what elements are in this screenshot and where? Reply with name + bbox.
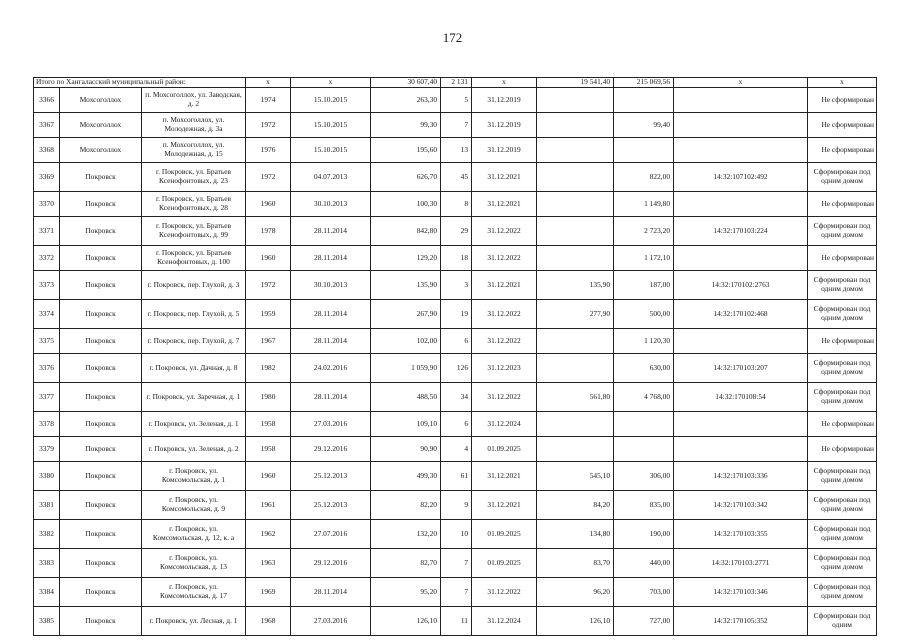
cell-status: Сформирован под одним домом (808, 163, 877, 192)
cell-locality: Покровск (60, 578, 142, 607)
cell-deadline: 31.12.2022 (472, 383, 537, 412)
cell-status: Сформирован под одним (808, 607, 877, 636)
cell-c1: 135,90 (537, 271, 614, 300)
total-row-cell: 19 541,40 (537, 78, 614, 88)
cell-cadastral (674, 113, 808, 138)
cell-cadastral (674, 88, 808, 113)
cell-year: 1968 (246, 607, 291, 636)
cell-status: Не сформирован (808, 192, 877, 217)
cell-cadastral (674, 329, 808, 354)
cell-deadline: 31.12.2021 (472, 462, 537, 491)
cell-status: Не сформирован (808, 113, 877, 138)
cell-c2: 2 723,20 (614, 217, 674, 246)
cell-c2: 1 149,80 (614, 192, 674, 217)
cell-c2 (614, 437, 674, 462)
cell-residents: 10 (441, 520, 472, 549)
cell-address: г. Покровск, пер. Глухой, д. 5 (142, 300, 246, 329)
cell-date: 27.07.2016 (291, 520, 371, 549)
cell-status: Сформирован под одним домом (808, 549, 877, 578)
cell-c2: 4 768,00 (614, 383, 674, 412)
cell-address: г. Покровск, ул. Зеленая, д. 2 (142, 437, 246, 462)
cell-c1 (537, 437, 614, 462)
cell-date: 15.10.2015 (291, 113, 371, 138)
cell-year: 1960 (246, 462, 291, 491)
cell-year: 1978 (246, 217, 291, 246)
cell-year: 1960 (246, 246, 291, 271)
cell-status: Не сформирован (808, 329, 877, 354)
cell-year: 1976 (246, 138, 291, 163)
cell-status: Не сформирован (808, 437, 877, 462)
cell-deadline: 31.12.2022 (472, 246, 537, 271)
cell-residents: 7 (441, 113, 472, 138)
cell-c1 (537, 354, 614, 383)
table-row (34, 138, 877, 163)
cell-cadastral: 14:32:170102:468 (674, 300, 808, 329)
cell-id: 3379 (34, 437, 60, 462)
cell-year: 1972 (246, 163, 291, 192)
table-row (34, 412, 877, 437)
cell-locality: Покровск (60, 437, 142, 462)
cell-address: г. Покровск, ул. Комсомольская, д. 17 (142, 578, 246, 607)
cell-address: п. Мохсоголлох, ул. Молодежная, д. 3а (142, 113, 246, 138)
housing-register-table (33, 77, 877, 636)
cell-area: 488,50 (371, 383, 441, 412)
cell-c1 (537, 412, 614, 437)
cell-cadastral: 14:32:170103:342 (674, 491, 808, 520)
cell-residents: 126 (441, 354, 472, 383)
cell-area: 263,30 (371, 88, 441, 113)
cell-area: 102,00 (371, 329, 441, 354)
cell-c1: 83,70 (537, 549, 614, 578)
cell-c1 (537, 138, 614, 163)
cell-address: п. Мохсоголлох, ул. Молодежная, д. 15 (142, 138, 246, 163)
cell-residents: 5 (441, 88, 472, 113)
cell-address: г. Покровск, ул. Зеленая, д. 1 (142, 412, 246, 437)
cell-year: 1958 (246, 412, 291, 437)
table-row (34, 549, 877, 578)
cell-date: 28.11.2014 (291, 217, 371, 246)
cell-deadline: 31.12.2024 (472, 412, 537, 437)
cell-c1 (537, 113, 614, 138)
cell-area: 100,30 (371, 192, 441, 217)
cell-residents: 8 (441, 192, 472, 217)
cell-deadline: 31.12.2021 (472, 271, 537, 300)
cell-locality: Покровск (60, 329, 142, 354)
cell-status: Не сформирован (808, 246, 877, 271)
cell-date: 29.12.2016 (291, 549, 371, 578)
cell-area: 109,10 (371, 412, 441, 437)
cell-id: 3376 (34, 354, 60, 383)
cell-residents: 9 (441, 491, 472, 520)
cell-address: г. Покровск, ул. Комсомольская, д. 9 (142, 491, 246, 520)
cell-address: г. Покровск, ул. Комсомольская, д. 1 (142, 462, 246, 491)
cell-status: Не сформирован (808, 412, 877, 437)
cell-locality: Покровск (60, 462, 142, 491)
table-row (34, 383, 877, 412)
cell-address: п. Мохсоголлох, ул. Заводская, д. 2 (142, 88, 246, 113)
cell-c2: 822,00 (614, 163, 674, 192)
cell-cadastral: 14:32:170103:224 (674, 217, 808, 246)
table-row (34, 300, 877, 329)
table-row (34, 437, 877, 462)
table-row (34, 217, 877, 246)
cell-id: 3371 (34, 217, 60, 246)
cell-address: г. Покровск, ул. Заречная, д. 1 (142, 383, 246, 412)
cell-area: 135,90 (371, 271, 441, 300)
cell-address: г. Покровск, ул. Комсомольская, д. 12, к. а (142, 520, 246, 549)
cell-status: Сформирован под одним домом (808, 271, 877, 300)
cell-c1: 277,90 (537, 300, 614, 329)
cell-area: 126,10 (371, 607, 441, 636)
table-row (34, 491, 877, 520)
cell-address: г. Покровск, ул. Братьев Ксенофонтовых, д. 100 (142, 246, 246, 271)
cell-status: Сформирован под одним домом (808, 354, 877, 383)
cell-status: Сформирован под одним домом (808, 491, 877, 520)
table-row (34, 192, 877, 217)
cell-area: 82,20 (371, 491, 441, 520)
cell-id: 3375 (34, 329, 60, 354)
cell-address: г. Покровск, пер. Глухой, д. 7 (142, 329, 246, 354)
cell-area: 82,70 (371, 549, 441, 578)
cell-deadline: 31.12.2019 (472, 88, 537, 113)
cell-year: 1972 (246, 113, 291, 138)
cell-deadline: 31.12.2022 (472, 329, 537, 354)
cell-deadline: 31.12.2024 (472, 607, 537, 636)
cell-status: Сформирован под одним домом (808, 300, 877, 329)
cell-locality: Покровск (60, 383, 142, 412)
cell-date: 27.03.2016 (291, 607, 371, 636)
cell-address: г. Покровск, ул. Комсомольская, д. 13 (142, 549, 246, 578)
cell-area: 90,90 (371, 437, 441, 462)
cell-year: 1958 (246, 437, 291, 462)
table-row (34, 607, 877, 636)
cell-residents: 7 (441, 549, 472, 578)
cell-c1: 84,20 (537, 491, 614, 520)
cell-id: 3373 (34, 271, 60, 300)
cell-date: 28.11.2014 (291, 578, 371, 607)
cell-year: 1969 (246, 578, 291, 607)
cell-cadastral (674, 246, 808, 271)
cell-c1 (537, 246, 614, 271)
cell-cadastral (674, 138, 808, 163)
cell-deadline: 31.12.2022 (472, 300, 537, 329)
cell-address: г. Покровск, пер. Глухой, д. 3 (142, 271, 246, 300)
cell-locality: Покровск (60, 549, 142, 578)
cell-year: 1962 (246, 520, 291, 549)
cell-c2: 835,00 (614, 491, 674, 520)
cell-c2: 306,00 (614, 462, 674, 491)
cell-year: 1982 (246, 354, 291, 383)
cell-deadline: 31.12.2021 (472, 192, 537, 217)
cell-id: 3374 (34, 300, 60, 329)
table-row (34, 329, 877, 354)
cell-area: 95,20 (371, 578, 441, 607)
cell-cadastral: 14:32:170103:346 (674, 578, 808, 607)
cell-c1: 134,80 (537, 520, 614, 549)
cell-cadastral: 14:32:170105:352 (674, 607, 808, 636)
cell-locality: Мохсоголлох (60, 138, 142, 163)
cell-id: 3366 (34, 88, 60, 113)
cell-c2: 1 172,10 (614, 246, 674, 271)
cell-id: 3378 (34, 412, 60, 437)
cell-area: 842,80 (371, 217, 441, 246)
cell-locality: Покровск (60, 607, 142, 636)
cell-c1 (537, 217, 614, 246)
cell-deadline: 31.12.2023 (472, 354, 537, 383)
cell-locality: Покровск (60, 491, 142, 520)
cell-status: Сформирован под одним домом (808, 383, 877, 412)
cell-cadastral: 14:32:170108:54 (674, 383, 808, 412)
cell-residents: 6 (441, 412, 472, 437)
total-row-cell: x (674, 78, 808, 88)
cell-status: Сформирован под одним домом (808, 578, 877, 607)
cell-c2: 703,00 (614, 578, 674, 607)
cell-year: 1974 (246, 88, 291, 113)
cell-year: 1967 (246, 329, 291, 354)
cell-c2: 500,00 (614, 300, 674, 329)
cell-residents: 29 (441, 217, 472, 246)
cell-deadline: 31.12.2019 (472, 113, 537, 138)
cell-deadline: 31.12.2022 (472, 217, 537, 246)
cell-date: 15.10.2015 (291, 138, 371, 163)
cell-date: 28.11.2014 (291, 329, 371, 354)
cell-deadline: 01.09.2025 (472, 520, 537, 549)
cell-c2: 727,00 (614, 607, 674, 636)
cell-locality: Покровск (60, 246, 142, 271)
cell-year: 1963 (246, 549, 291, 578)
total-row-cell: x (291, 78, 371, 88)
cell-address: г. Покровск, ул. Братьев Ксенофонтовых, д. 99 (142, 217, 246, 246)
cell-area: 267,90 (371, 300, 441, 329)
page-number: 172 (442, 30, 463, 45)
cell-id: 3383 (34, 549, 60, 578)
cell-year: 1959 (246, 300, 291, 329)
cell-locality: Мохсоголлох (60, 88, 142, 113)
cell-cadastral (674, 412, 808, 437)
cell-date: 30.10.2013 (291, 271, 371, 300)
cell-c1 (537, 163, 614, 192)
cell-area: 499,30 (371, 462, 441, 491)
cell-locality: Покровск (60, 520, 142, 549)
cell-residents: 3 (441, 271, 472, 300)
cell-c1 (537, 329, 614, 354)
cell-cadastral: 14:32:170103:207 (674, 354, 808, 383)
cell-c2: 440,00 (614, 549, 674, 578)
cell-id: 3367 (34, 113, 60, 138)
cell-deadline: 31.12.2021 (472, 491, 537, 520)
cell-date: 25.12.2013 (291, 462, 371, 491)
cell-locality: Покровск (60, 354, 142, 383)
cell-locality: Покровск (60, 412, 142, 437)
cell-status: Не сформирован (808, 138, 877, 163)
cell-id: 3381 (34, 491, 60, 520)
cell-status: Не сформирован (808, 88, 877, 113)
cell-cadastral (674, 437, 808, 462)
cell-cadastral: 14:32:170102:2763 (674, 271, 808, 300)
cell-locality: Покровск (60, 192, 142, 217)
cell-residents: 34 (441, 383, 472, 412)
cell-id: 3369 (34, 163, 60, 192)
cell-c1: 561,80 (537, 383, 614, 412)
cell-address: г. Покровск, ул. Дачная, д. 8 (142, 354, 246, 383)
cell-year: 1961 (246, 491, 291, 520)
cell-c2: 190,00 (614, 520, 674, 549)
cell-deadline: 31.12.2021 (472, 163, 537, 192)
cell-area: 99,30 (371, 113, 441, 138)
table-row (34, 578, 877, 607)
cell-deadline: 31.12.2022 (472, 578, 537, 607)
total-row-cell: 30 607,40 (371, 78, 441, 88)
cell-c1 (537, 192, 614, 217)
cell-date: 28.11.2014 (291, 383, 371, 412)
cell-date: 27.03.2016 (291, 412, 371, 437)
cell-residents: 4 (441, 437, 472, 462)
cell-deadline: 01.09.2025 (472, 437, 537, 462)
cell-deadline: 01.09.2025 (472, 549, 537, 578)
cell-id: 3370 (34, 192, 60, 217)
cell-date: 28.11.2014 (291, 246, 371, 271)
cell-id: 3372 (34, 246, 60, 271)
table-row (34, 113, 877, 138)
table-row (34, 462, 877, 491)
cell-year: 1960 (246, 192, 291, 217)
total-row-cell: x (808, 78, 877, 88)
cell-locality: Покровск (60, 163, 142, 192)
cell-year: 1980 (246, 383, 291, 412)
table-row (34, 246, 877, 271)
cell-c2: 99,40 (614, 113, 674, 138)
cell-area: 129,20 (371, 246, 441, 271)
cell-c1: 545,10 (537, 462, 614, 491)
cell-locality: Покровск (60, 271, 142, 300)
cell-c2 (614, 88, 674, 113)
table-row (34, 163, 877, 192)
cell-cadastral (674, 192, 808, 217)
cell-date: 28.11.2014 (291, 300, 371, 329)
cell-residents: 19 (441, 300, 472, 329)
total-row-cell: 2 131 (441, 78, 472, 88)
cell-area: 195,60 (371, 138, 441, 163)
table-row (34, 354, 877, 383)
cell-date: 25.12.2013 (291, 491, 371, 520)
cell-date: 30.10.2013 (291, 192, 371, 217)
cell-c1: 96,20 (537, 578, 614, 607)
cell-residents: 18 (441, 246, 472, 271)
total-row (34, 78, 877, 88)
cell-c2: 630,00 (614, 354, 674, 383)
cell-locality: Покровск (60, 300, 142, 329)
cell-area: 132,20 (371, 520, 441, 549)
cell-date: 15.10.2015 (291, 88, 371, 113)
cell-id: 3385 (34, 607, 60, 636)
cell-address: г. Покровск, ул. Лесная, д. 1 (142, 607, 246, 636)
cell-cadastral: 14:32:170103:2771 (674, 549, 808, 578)
cell-date: 29.12.2016 (291, 437, 371, 462)
cell-residents: 13 (441, 138, 472, 163)
table-row (34, 271, 877, 300)
table-row (34, 88, 877, 113)
cell-c2: 187,00 (614, 271, 674, 300)
cell-address: г. Покровск, ул. Братьев Ксенофонтовых, д. 28 (142, 192, 246, 217)
cell-status: Сформирован под одним домом (808, 520, 877, 549)
cell-id: 3368 (34, 138, 60, 163)
cell-residents: 61 (441, 462, 472, 491)
cell-id: 3384 (34, 578, 60, 607)
cell-year: 1972 (246, 271, 291, 300)
cell-locality: Мохсоголлох (60, 113, 142, 138)
cell-status: Сформирован под одним домом (808, 462, 877, 491)
cell-cadastral: 14:32:170103:355 (674, 520, 808, 549)
cell-residents: 11 (441, 607, 472, 636)
cell-cadastral: 14:32:107102:492 (674, 163, 808, 192)
cell-cadastral: 14:32:170103:336 (674, 462, 808, 491)
cell-date: 24.02.2016 (291, 354, 371, 383)
total-row-cell: 215 069,56 (614, 78, 674, 88)
cell-id: 3382 (34, 520, 60, 549)
cell-c1 (537, 88, 614, 113)
cell-locality: Покровск (60, 217, 142, 246)
cell-c2: 1 120,30 (614, 329, 674, 354)
cell-deadline: 31.12.2019 (472, 138, 537, 163)
cell-id: 3377 (34, 383, 60, 412)
total-row-cell: x (246, 78, 291, 88)
cell-residents: 45 (441, 163, 472, 192)
cell-area: 1 059,90 (371, 354, 441, 383)
cell-c1: 126,10 (537, 607, 614, 636)
total-row-cell: x (472, 78, 537, 88)
cell-date: 04.07.2013 (291, 163, 371, 192)
cell-status: Сформирован под одним домом (808, 217, 877, 246)
table-row (34, 520, 877, 549)
cell-id: 3380 (34, 462, 60, 491)
cell-c2 (614, 412, 674, 437)
total-row-label: Итого по Хангаласский муниципальный район: (34, 78, 246, 88)
cell-address: г. Покровск, ул. Братьев Ксенофонтовых, д. 23 (142, 163, 246, 192)
cell-c2 (614, 138, 674, 163)
cell-area: 626,70 (371, 163, 441, 192)
cell-residents: 6 (441, 329, 472, 354)
cell-residents: 7 (441, 578, 472, 607)
